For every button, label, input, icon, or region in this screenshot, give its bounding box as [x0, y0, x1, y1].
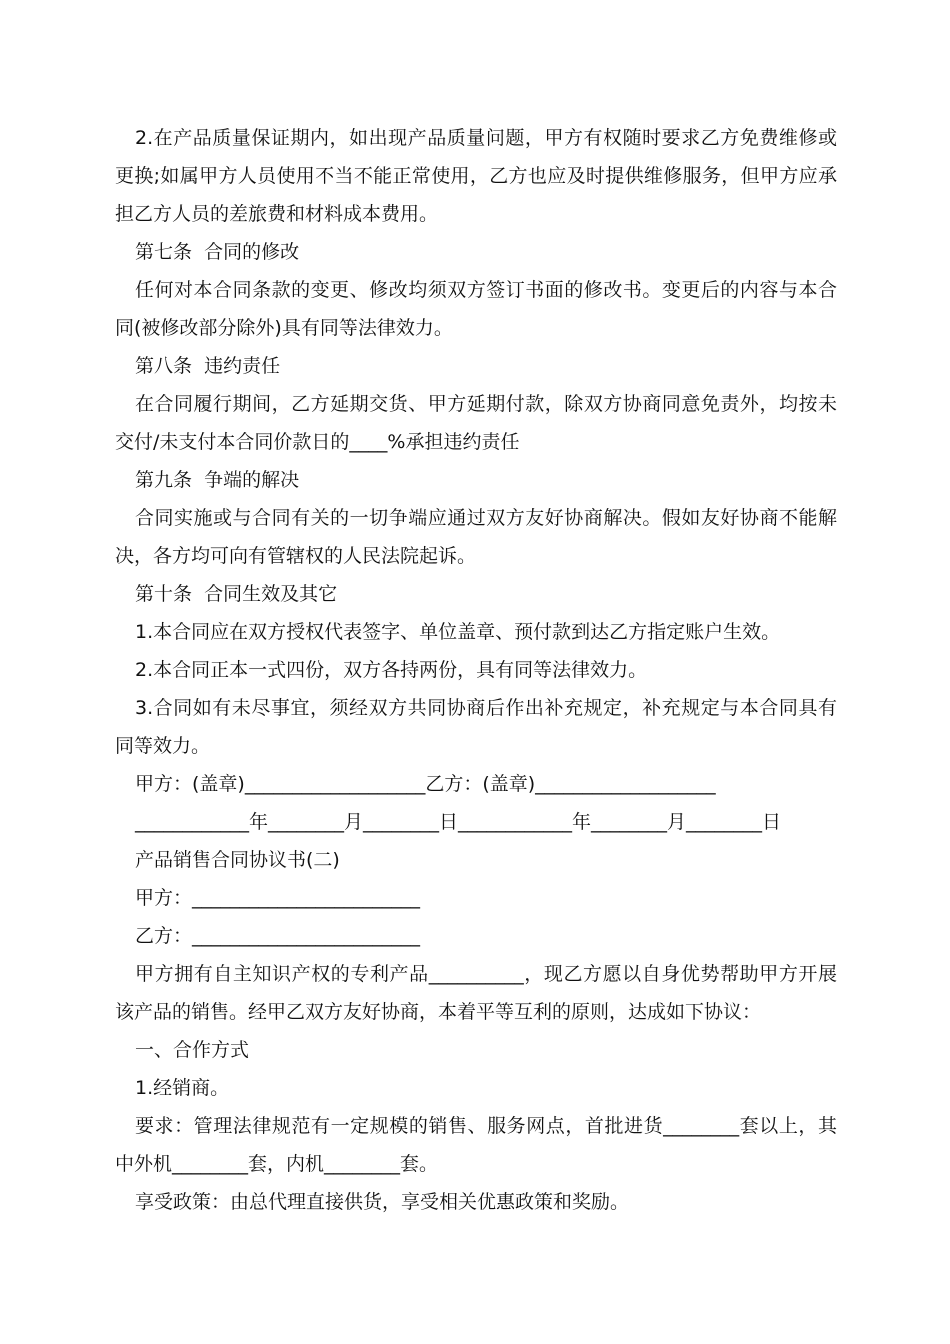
text-line: 中外机________套，内机________套。 [115, 1153, 439, 1175]
article-heading: 第七条 合同的修改 [135, 241, 300, 263]
text-line: 3.合同如有未尽事宜，须经双方共同协商后作出补充规定，补充规定与本合同具有 [135, 697, 837, 719]
text-line: 该产品的销售。经甲乙双方友好协商，本着平等互利的原则，达成如下协议： [115, 1001, 762, 1023]
document-title: 产品销售合同协议书(二) [135, 849, 340, 871]
text-line: 享受政策：由总代理直接供货，享受相关优惠政策和奖励。 [135, 1191, 630, 1213]
party-a-line: 甲方：________________________ [135, 887, 421, 909]
text-line: 决，各方均可向有管辖权的人民法院起诉。 [115, 545, 477, 567]
text-line: 1.本合同应在双方授权代表签字、单位盖章、预付款到达乙方指定账户生效。 [135, 621, 781, 643]
text-line: 任何对本合同条款的变更、修改均须双方签订书面的修改书。变更后的内容与本合 [135, 279, 837, 301]
text-line: 更换;如属甲方人员使用不当不能正常使用，乙方也应及时提供维修服务，但甲方应承 [115, 165, 837, 187]
text-line: 交付/未支付本合同价款日的____%承担违约责任 [115, 431, 520, 453]
signature-line: 甲方：(盖章)___________________乙方：(盖章)___________________ [135, 773, 716, 795]
text-line: 合同实施或与合同有关的一切争端应通过双方友好协商解决。假如友好协商不能解 [135, 507, 837, 529]
document-page [115, 119, 837, 1221]
date-line: ____________年________月________日____________年________月________日 [135, 811, 782, 833]
article-heading: 第八条 违约责任 [135, 355, 281, 377]
party-b-line: 乙方：________________________ [135, 925, 421, 947]
text-line: 要求：管理法律规范有一定规模的销售、服务网点，首批进货________套以上，其 [135, 1115, 837, 1137]
article-heading: 第十条 合同生效及其它 [135, 583, 338, 605]
text-line: 2.本合同正本一式四份，双方各持两份，具有同等法律效力。 [135, 659, 648, 681]
text-line: 同等效力。 [115, 735, 211, 757]
section-heading: 一、合作方式 [135, 1039, 250, 1061]
text-line: 甲方拥有自主知识产权的专利产品__________，现乙方愿以自身优势帮助甲方开展 [135, 963, 837, 985]
text-line: 2.在产品质量保证期内，如出现产品质量问题，甲方有权随时要求乙方免费维修或 [135, 127, 837, 149]
text-line: 在合同履行期间，乙方延期交货、甲方延期付款，除双方协商同意免责外，均按未 [135, 393, 837, 415]
text-line: 1.经销商。 [135, 1077, 230, 1099]
text-line: 同(被修改部分除外)具有同等法律效力。 [115, 317, 453, 339]
article-heading: 第九条 争端的解决 [135, 469, 300, 491]
text-line: 担乙方人员的差旅费和材料成本费用。 [115, 203, 439, 225]
